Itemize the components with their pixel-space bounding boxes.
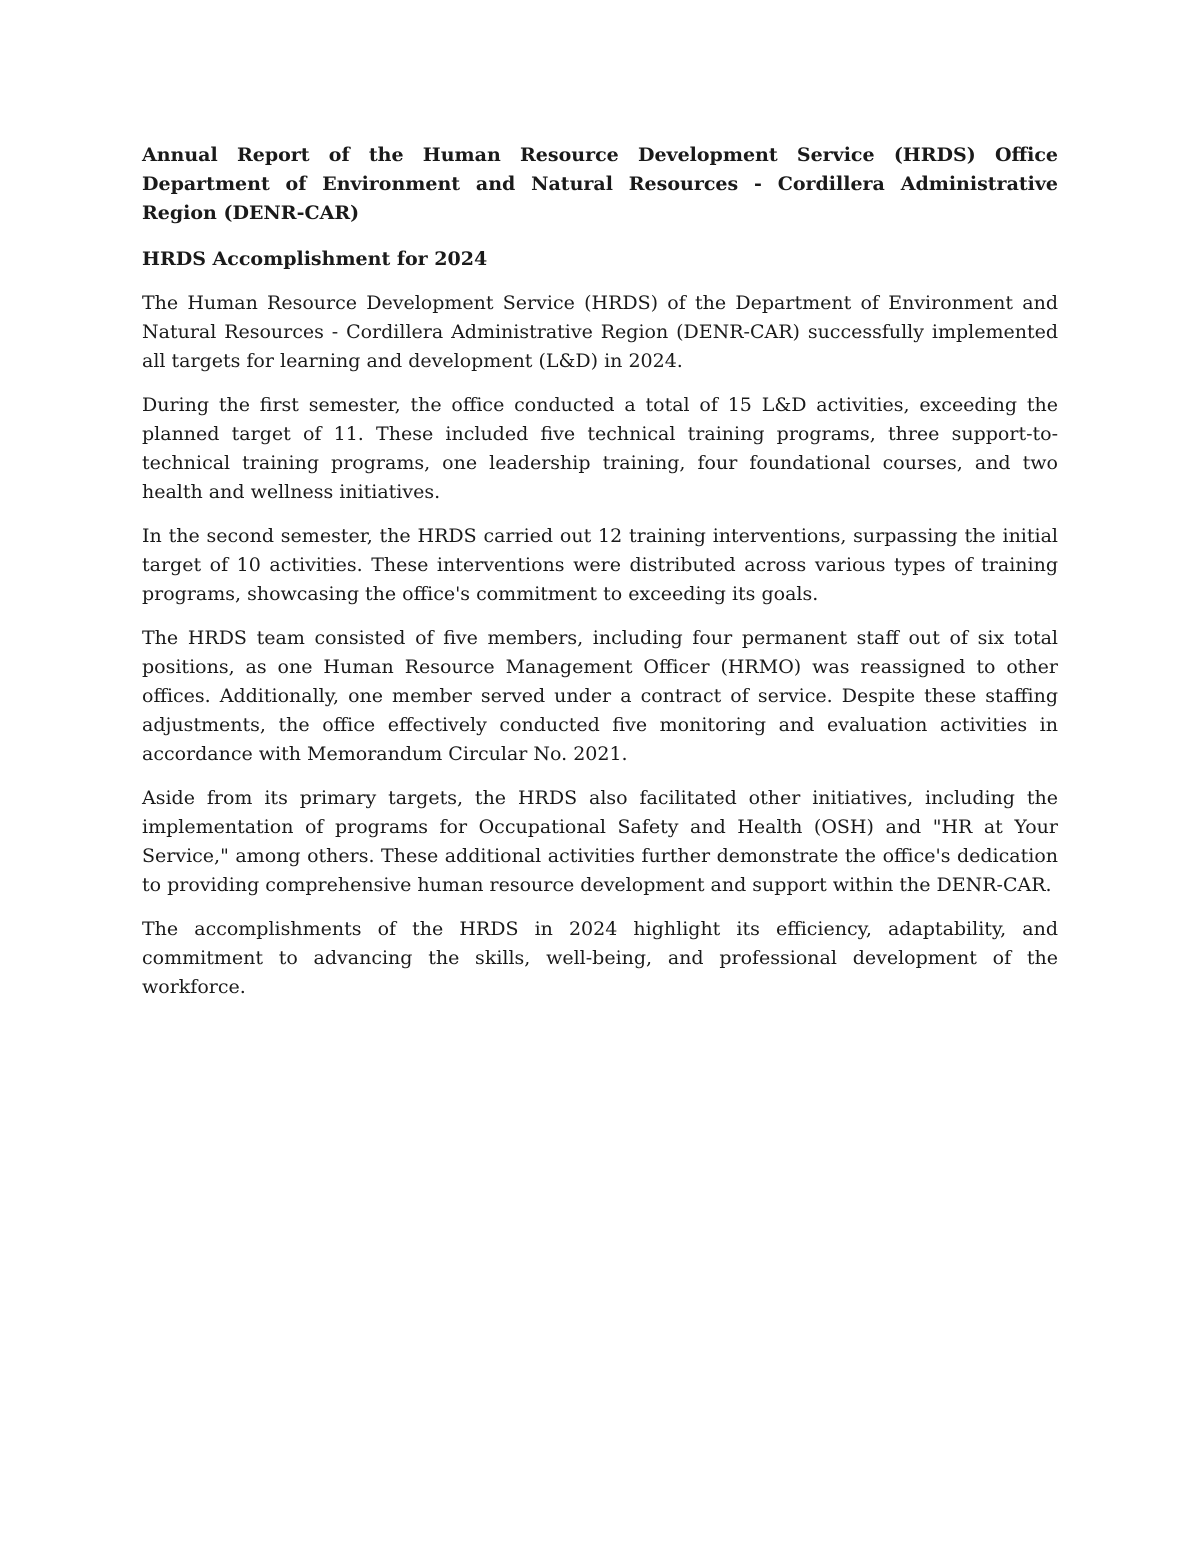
paragraph-second-semester: In the second semester, the HRDS carried out 12 training interventions, surpassing the initial target of 10 activities. These interventions were distributed across various types of training programs, showcasing the office's commitment to exceeding its goals.	[142, 525, 1058, 605]
paragraph-conclusion: The accomplishments of the HRDS in 2024 highlight its efficiency, adaptability, and commitment to advancing the skills, well-being, and professional development of the workforce.	[142, 918, 1058, 998]
section-heading: HRDS Accomplishment for 2024	[142, 248, 488, 270]
paragraph-intro: The Human Resource Development Service (HRDS) of the Department of Environment and Natural Resources - Cordillera Administrative Region (DENR-CAR) successfully implemented all targets for learning and development (L&D) in 2024.	[142, 292, 1058, 372]
paragraph-other-initiatives: Aside from its primary targets, the HRDS also facilitated other initiatives, including the implementation of programs for Occupational Safety and Health (OSH) and "HR at Your Service," among others. These additional activities further demonstrate the office's dedication to providing comprehensive human resource development and support within the DENR-CAR.	[142, 787, 1058, 896]
document-body	[142, 141, 1058, 1017]
paragraph-first-semester: During the first semester, the office conducted a total of 15 L&D activities, exceeding the planned target of 11. These included five technical training programs, three support-to-technical training programs, one leadership training, four foundational courses, and two health and wellness initiatives.	[142, 394, 1058, 503]
paragraph-team: The HRDS team consisted of five members, including four permanent staff out of six total positions, as one Human Resource Management Officer (HRMO) was reassigned to other offices. Additionally, one member served under a contract of service. Despite these staffing adjustments, the office effectively conducted five monitoring and evaluation activities in accordance with Memorandum Circular No. 2021.	[142, 627, 1058, 765]
document-title: Annual Report of the Human Resource Development Service (HRDS) Office Department of Environment and Natural Resources - Cordillera Administrative Region (DENR-CAR)	[142, 144, 1058, 224]
